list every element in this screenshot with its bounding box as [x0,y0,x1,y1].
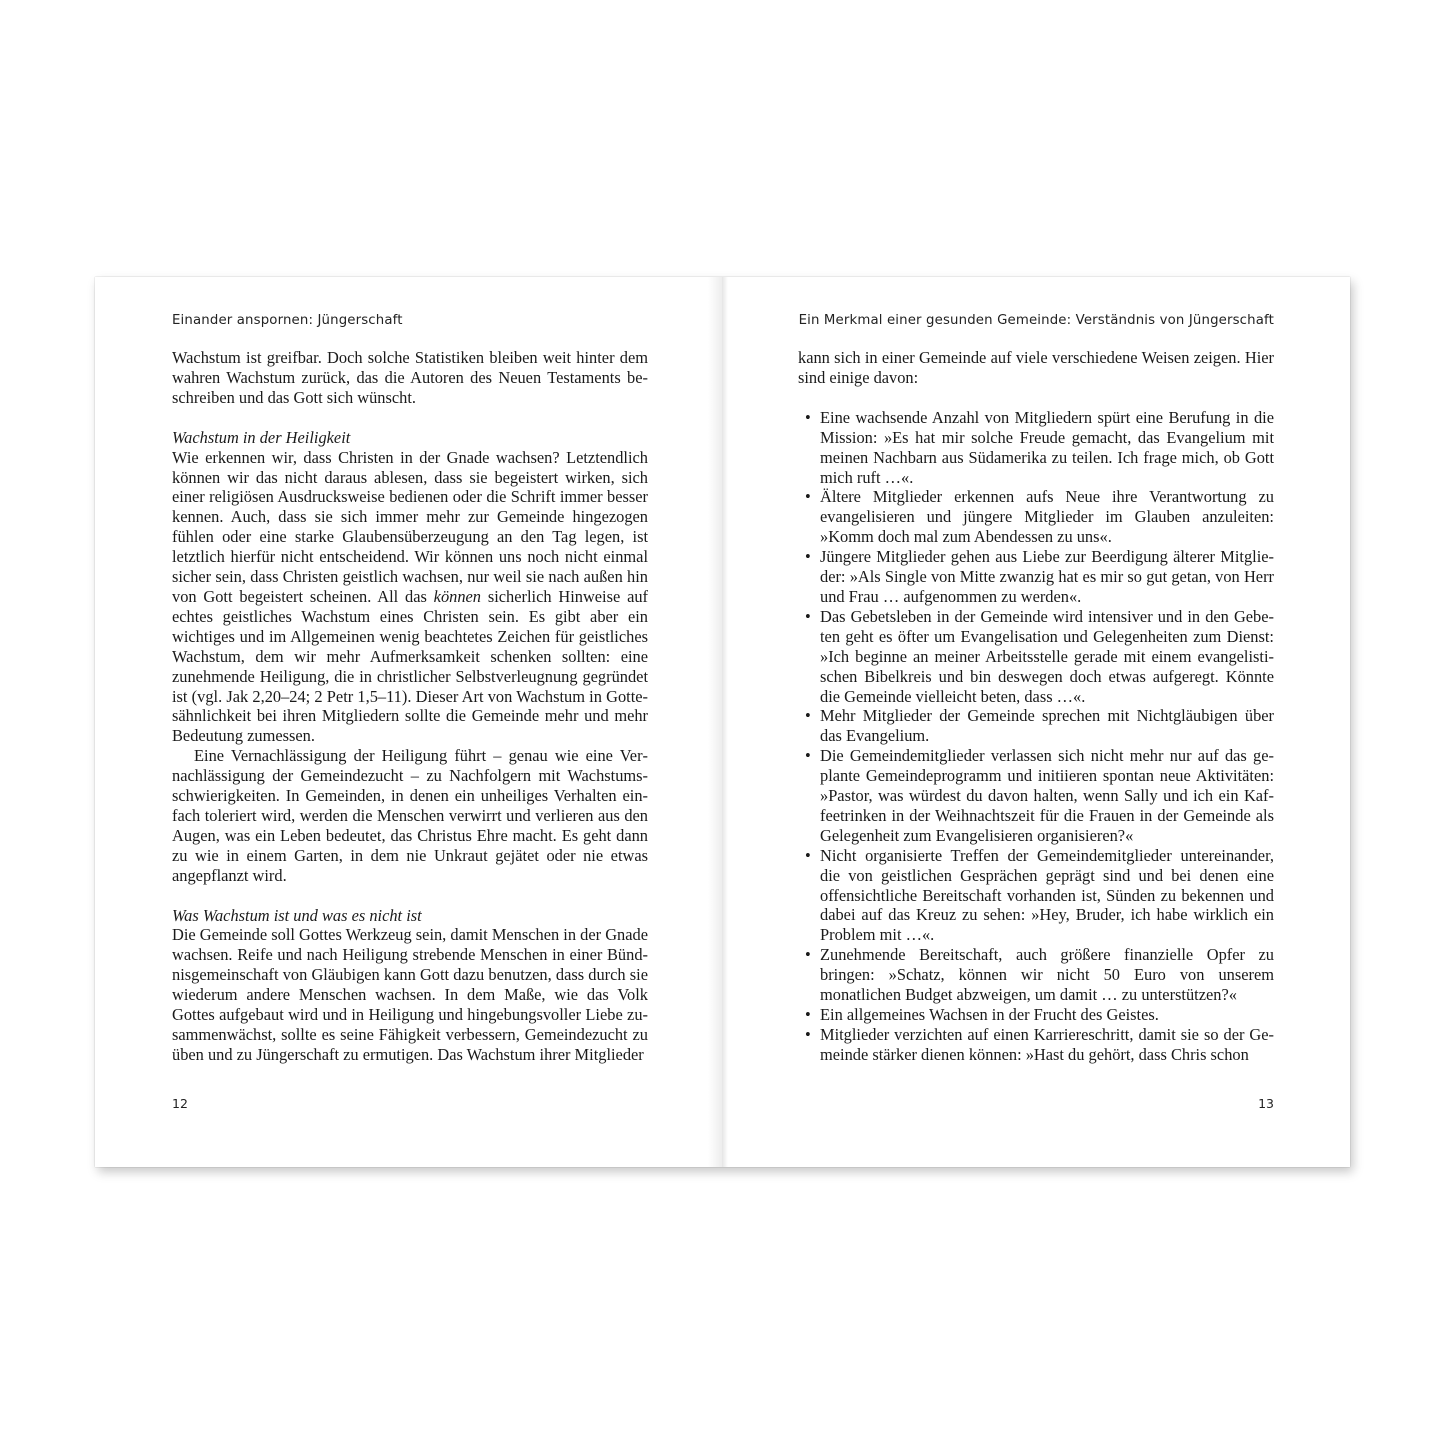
body-text [172,348,648,1065]
section-heading: Was Wachstum ist und was es nicht ist [172,905,422,925]
paragraph: Die Gemeinde soll Gottes Werkzeug sein, damit Menschen in der Gnade wachsen. Reife und nach Heiligung strebende Menschen in einer Bündnisgemeinschaft von Gläubigen kann Gott dazu benutzen, dass durch sie wiederum andere Menschen wachsen. In dem Maße, wie das Volk Gottes aufgebaut wird und in Heiligung und hingebungsvoller Liebe zusammenwächst, sollte es seine Fähigkeit verbessern, Gemeindezucht zu üben und zu Jüngerschaft zu ermutigen. Das Wachstum ihrer Mitglieder [172,925,648,1064]
list-item: • Nicht organisierte Treffen der Gemeindemitglieder untereinander, die von geistlichen Gesprächen geprägt sind und bei denen eine offensichtliche Bereitschaft vorhanden ist, Sünden zu bekennen und dabei auf das Kreuz zu sehen: »Hey, Bruder, ich habe wirklich ein Problem mit …«. [798,846,1274,946]
spacer [798,388,1274,408]
running-head: Ein Merkmal einer gesunden Gemeinde: Verständnis von Jüngerschaft [798,313,1274,328]
right-page [722,277,1350,1167]
bullet-list [798,408,1274,1065]
list-item: • Zunehmende Bereitschaft, auch größere finanzielle Opfer zu bringen: »Schatz, können wir nicht 50 Euro von unserem monatlichen Budget abzweigen, um damit … zu unterstützen?« [798,945,1274,1005]
emphasis: können [433,586,482,606]
paragraph [172,448,648,747]
page-number: 13 [1258,1096,1274,1111]
left-page [95,277,722,1167]
running-head: Einander anspornen: Jüngerschaft [172,313,403,328]
list-item: • Ältere Mitglieder erkennen aufs Neue ihre Verantwortung zu evangelisieren und jüngere Mitglieder im Glauben anzuleiten: »Komm doch mal zum Abendessen zu uns«. [798,487,1274,547]
section-heading: Wachstum in der Heiligkeit [172,427,351,447]
paragraph: kann sich in einer Gemeinde auf viele verschiedene Weisen zeigen. Hier sind einige davon: [798,348,1274,387]
text-run: sicherlich Hinweise auf echtes geistliches Wachstum eines Christen sein. Es gibt aber ein wichtiges und im Allgemeinen wenig beachtetes Zeichen für geistliches Wachstum, dem wir mehr Aufmerksamkeit schenken sollten: eine zunehmende Heiligung, die in christlicher Selbstverleugnung gegründet ist (vgl. Jak 2,20–24; 2 Petr 1,5–11). Dieser Art von Wachstum in Gottesähnlichkeit bei ihren Mitgliedern sollte die Gemeinde mehr und mehr Bedeutung zumessen. [172,586,649,746]
body-text [798,348,1274,1065]
paragraph: Eine Vernachlässigung der Heiligung führt – genau wie eine Vernachlässigung der Gemeindezucht – zu Nachfolgern mit Wachstumsschwierigkeiten. In Gemeinden, in denen ein unheiliges Verhalten einfach toleriert wird, werden die Menschen verwirrt und verlieren aus den Augen, was ein Leben bedeutet, das Christus Ehre macht. Es geht dann zu wie in einem Garten, in dem nie Unkraut gejätet oder nie etwas angepflanzt wird. [172,746,648,885]
list-item: • Jüngere Mitglieder gehen aus Liebe zur Beerdigung älterer Mitglieder: »Als Single von Mitte zwanzig hat es mir so gut getan, von Herr und Frau … aufgenommen zu werden«. [798,547,1274,607]
book-spread [95,277,1350,1167]
list-item: • Die Gemeindemitglieder verlassen sich nicht mehr nur auf das geplante Gemeindeprogramm und initiieren spontan neue Aktivitäten: »Pastor, was würdest du davon halten, wenn Sally und ich ein Kaffeetrinken in der Weihnachtszeit für die Frauen in der Gemeinde als Gelegenheit zum Evangelisieren organisieren?« [798,746,1274,846]
text-run: Wie erkennen wir, dass Christen in der Gnade wachsen? Letztendlich können wir das nicht daraus ablesen, dass sie begeistert wirken, sich einer religiösen Ausdrucksweise bedienen oder die Schrift immer besser kennen. Auch, dass sie sich immer mehr zur Gemeinde hingezogen fühlen oder eine starke Glaubensüberzeugung an den Tag legen, ist letztlich hierfür nicht entscheidend. Wir können uns noch nicht einmal sicher sein, dass Christen geistlich wachsen, nur weil sie nach außen hin von Gott begeistert scheinen. All das [172,447,648,606]
paragraph: Wachstum ist greifbar. Doch solche Statistiken bleiben weit hinter dem wahren Wachstum zurück, das die Autoren des Neuen Testaments beschreiben und das Gott sich wünscht. [172,348,648,407]
list-item: • Ein allgemeines Wachsen in der Frucht des Geistes. [798,1005,1274,1025]
list-item: • Eine wachsende Anzahl von Mitgliedern spürt eine Berufung in die Mission: »Es hat mir solche Freude gemacht, das Evangelium mit meinen Nachbarn aus Südamerika zu teilen. Ich frage mich, ob Gott mich ruft …«. [798,408,1274,488]
list-item: • Mitglieder verzichten auf einen Karriereschritt, damit sie so der Gemeinde stärker dienen können: »Hast du gehört, dass Chris schon [798,1025,1274,1065]
page-number: 12 [172,1096,188,1111]
list-item: • Mehr Mitglieder der Gemeinde sprechen mit Nichtgläubigen über das Evangelium. [798,706,1274,746]
list-item: • Das Gebetsleben in der Gemeinde wird intensiver und in den Gebeten geht es öfter um Evangelisation und Gelegenheiten zum Dienst: »Ich beginne an meiner Arbeitsstelle gerade mit einem evangelistischen Bibelkreis und bin deswegen doch etwas aufgeregt. Könnte die Gemeinde vielleicht beten, dass …«. [798,607,1274,707]
